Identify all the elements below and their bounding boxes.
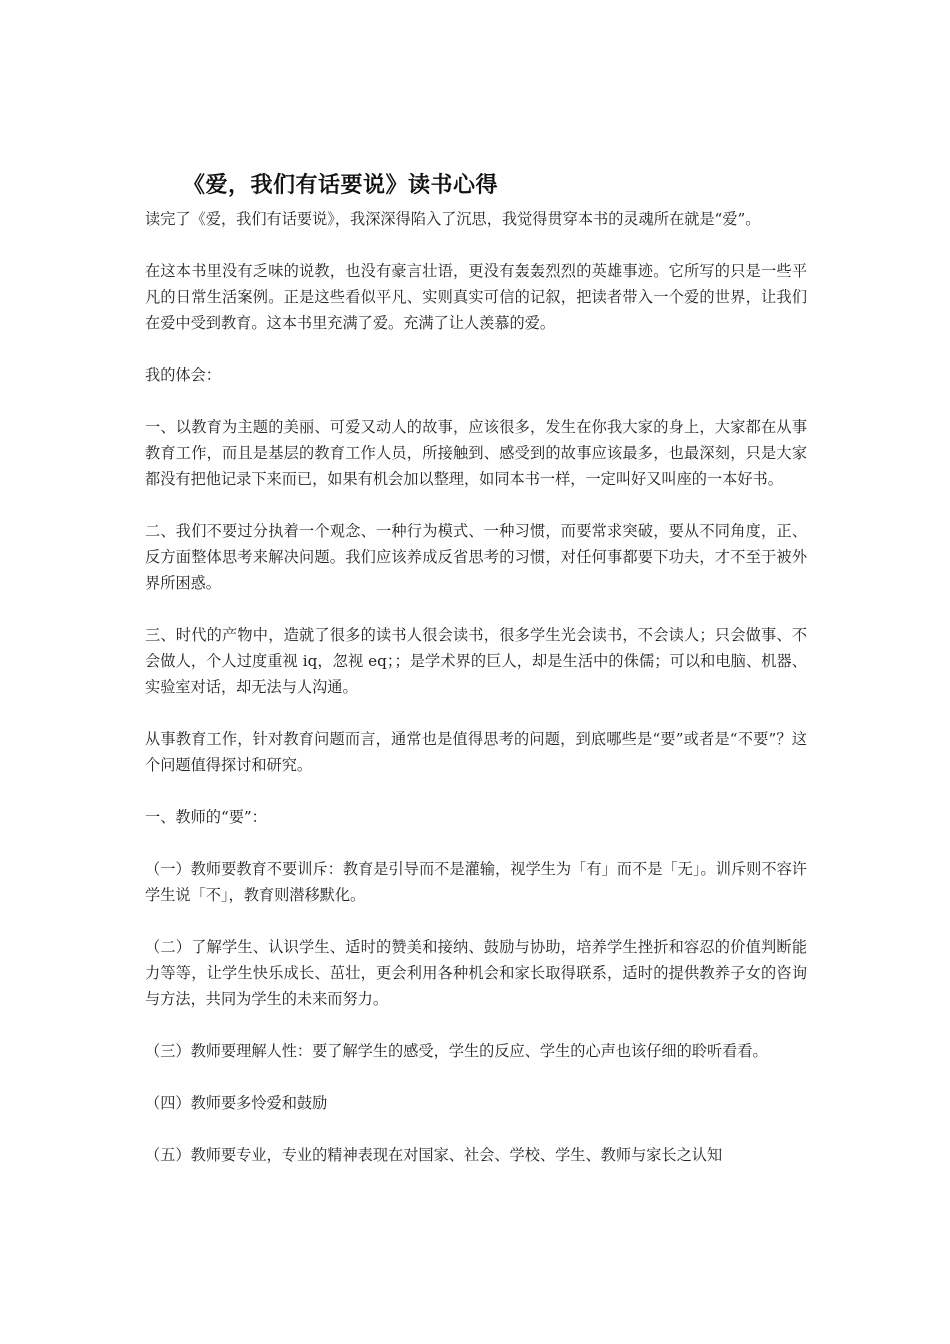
paragraph: （三）教师要理解人性：要了解学生的感受，学生的反应、学生的心声也该仔细的聆听看看。 (145, 1042, 768, 1060)
paragraph: （四）教师要多怜爱和鼓励 (145, 1094, 328, 1112)
paragraph: 二、我们不要过分执着一个观念、一种行为模式、一种习惯，而要常求突破，要从不同角度，正、反方面整体思考来解决问题。我们应该养成反省思考的习惯，对任何事都要下功夫，才不至于被外界所困惑。 (145, 522, 807, 592)
paragraph: （一）教师要教育不要训斥：教育是引导而不是灌输，视学生为「有」而不是「无」。训斥则不容许学生说「不」，教育则潜移默化。 (145, 860, 807, 904)
paragraph: （二）了解学生、认识学生、适时的赞美和接纳、鼓励与协助，培养学生挫折和容忍的价值判断能力等等，让学生快乐成长、茁壮，更会利用各种机会和家长取得联系，适时的提供教养子女的咨询与方法，共同为学生的未来而努力。 (145, 938, 807, 1008)
paragraph: 三、时代的产物中，造就了很多的读书人很会读书，很多学生光会读书，不会读人；只会做事、不会做人，个人过度重视 iq，忽视 eq；；是学术界的巨人，却是生活中的侏儒；可以和电脑、机器、实验室对话，却无法与人沟通。 (145, 626, 807, 696)
paragraph: 我的体会： (145, 366, 221, 384)
paragraph: 读完了《爱，我们有话要说》，我深深得陷入了沉思，我觉得贯穿本书的灵魂所在就是“爱”。 (145, 210, 761, 228)
paragraph: 从事教育工作，针对教育问题而言，通常也是值得思考的问题，到底哪些是“要”或者是“不要”？这个问题值得探讨和研究。 (145, 730, 807, 774)
paragraph: 一、教师的“要”： (145, 808, 267, 826)
paragraph: （五）教师要专业，专业的精神表现在对国家、社会、学校、学生、教师与家长之认知 (145, 1146, 723, 1164)
paragraph: 一、以教育为主题的美丽、可爱又动人的故事，应该很多，发生在你我大家的身上，大家都在从事教育工作，而且是基层的教育工作人员，所接触到、感受到的故事应该最多，也最深刻，只是大家都没有把他记录下来而已，如果有机会加以整理，如同本书一样，一定叫好又叫座的一本好书。 (145, 418, 807, 488)
paragraph: 在这本书里没有乏味的说教，也没有豪言壮语，更没有轰轰烈烈的英雄事迹。它所写的只是一些平凡的日常生活案例。正是这些看似平凡、实则真实可信的记叙，把读者带入一个爱的世界，让我们在爱中受到教育。这本书里充满了爱。充满了让人羡慕的爱。 (145, 262, 807, 332)
document-title: 《爱，我们有话要说》读书心得 (183, 173, 499, 198)
document-body (145, 206, 807, 1194)
